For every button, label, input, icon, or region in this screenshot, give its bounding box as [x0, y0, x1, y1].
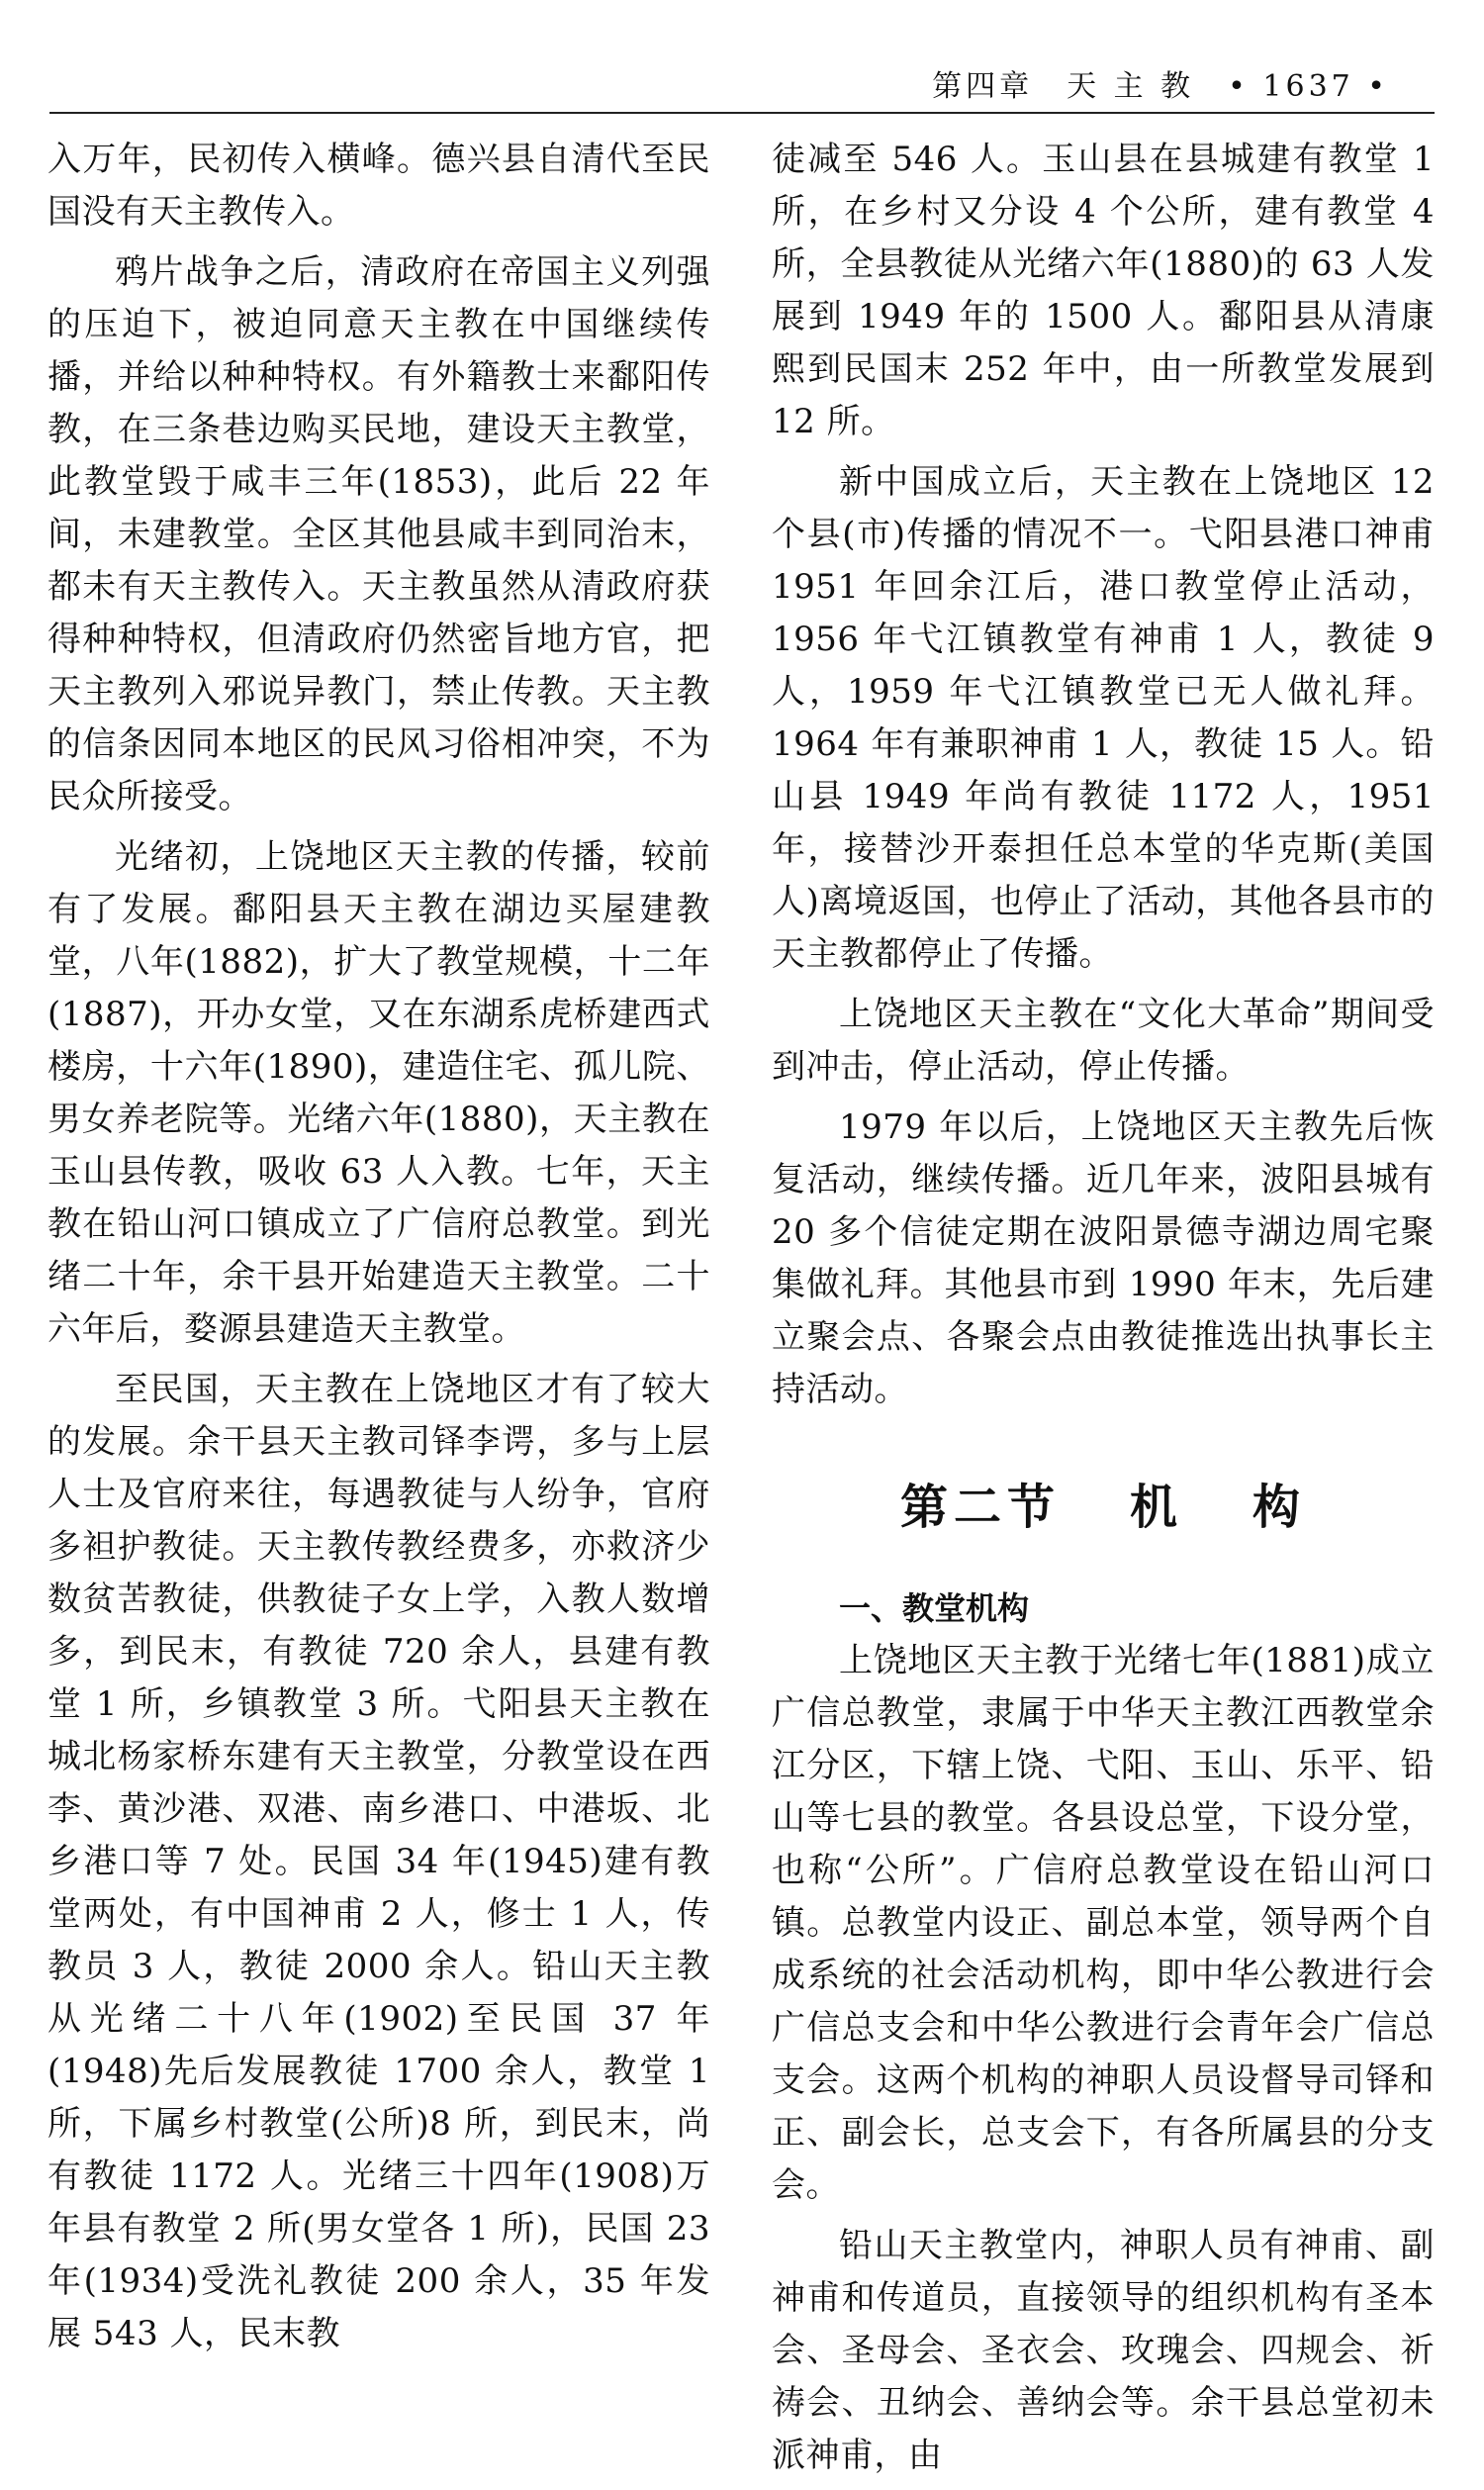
page-header: [0, 0, 1484, 119]
right-column: [772, 134, 1435, 2490]
paragraph: 上饶地区天主教于光绪七年(1881)成立广信总教堂，隶属于中华天主教江西教堂余江分区，下辖上饶、弋阳、玉山、乐平、铅山等七县的教堂。各县设总堂，下设分堂，也称“公所”。广信府总教堂设在铅山河口镇。总教堂内设正、副总本堂，领导两个自成系统的社会活动机构，即中华公教进行会广信总支会和中华公教进行会青年会广信总支会。这两个机构的神职人员设督导司铎和正、副会长，总支会下，有各所属县的分支会。: [772, 1641, 1435, 2205]
paragraph: 1979 年以后，上饶地区天主教先后恢复活动，继续传播。近几年来，波阳县城有 20 多个信徒定期在波阳景德寺湖边周宅聚集做礼拜。其他县市到 1990 年末，先后建立聚会点、各聚会点由教徒推选出执事长主持活动。: [772, 1107, 1435, 1409]
section-number: 第二节: [899, 1480, 1061, 1535]
header-divider: [49, 112, 1435, 114]
section-word-2: 构: [1252, 1480, 1307, 1535]
section-title: [772, 1478, 1435, 1537]
running-title: 第四章 天 主 教 • 1637 •: [932, 69, 1389, 104]
paragraph: 铅山天主教堂内，神职人员有神甫、副神甫和传道员，直接领导的组织机构有圣本会、圣母会、圣衣会、玫瑰会、四规会、祈祷会、丑纳会、善纳会等。余干县总堂初未派神甫，由: [772, 2226, 1435, 2475]
paragraph: 上饶地区天主教在“文化大革命”期间受到冲击，停止活动，停止传播。: [772, 995, 1435, 1087]
paragraph: 新中国成立后，天主教在上饶地区 12 个县(市)传播的情况不一。弋阳县港口神甫 1951 年回余江后，港口教堂停止活动，1956 年弋江镇教堂有神甫 1 人，教徒 9 人，1959 年弋江镇教堂已无人做礼拜。1964 年有兼职神甫 1 人，教徒 15 人。铅山县 1949 年尚有教徒 1172 人，1951 年，接替沙开泰担任总本堂的华克斯(美国人)离境返国，也停止了活动，其他各县市的天主教都停止了传播。: [772, 462, 1435, 974]
paragraph: 入万年，民初传入横峰。德兴县自清代至民国没有天主教传入。: [47, 140, 710, 232]
left-column: [47, 134, 710, 2368]
paragraph: 徒减至 546 人。玉山县在县城建有教堂 1 所，在乡村又分设 4 个公所，建有教堂 4 所，全县教徒从光绪六年(1880)的 63 人发展到 1949 年的 1500 人。鄱阳县从清康熙到民国末 252 年中，由一所教堂发展到 12 所。: [772, 140, 1435, 441]
paragraph: 至民国，天主教在上饶地区才有了较大的发展。余干县天主教司铎李谔，多与上层人士及官府来往，每遇教徒与人纷争，官府多袒护教徒。天主教传教经费多，亦救济少数贫苦教徒，供教徒子女上学，入教人数增多，到民末，有教徒 720 余人，县建有教堂 1 所，乡镇教堂 3 所。弋阳县天主教在城北杨家桥东建有天主教堂，分教堂设在西李、黄沙港、双港、南乡港口、中港坂、北乡港口等 7 处。民国 34 年(1945)建有教堂两处，有中国神甫 2 人，修士 1 人，传教员 3 人，教徒 2000 余人。铅山天主教从光绪二十八年(1902)至民国 37 年(1948)先后发展教徒 1700 余人，教堂 1 所，下属乡村教堂(公所)8 所，到民末，尚有教徒 1172 人。光绪三十四年(1908)万年县有教堂 2 所(男女堂各 1 所)，民国 23 年(1934)受洗礼教徒 200 余人，35 年发展 543 人，民末教: [47, 1370, 710, 2353]
paragraph: 光绪初，上饶地区天主教的传播，较前有了发展。鄱阳县天主教在湖边买屋建教堂，八年(1882)，扩大了教堂规模，十二年(1887)，开办女堂，又在东湖系虎桥建西式楼房，十六年(1890)，建造住宅、孤儿院、男女养老院等。光绪六年(1880)，天主教在玉山县传教，吸收 63 人入教。七年，天主教在铅山河口镇成立了广信府总教堂。到光绪二十年，余干县开始建造天主教堂。二十六年后，婺源县建造天主教堂。: [47, 837, 710, 1349]
paragraph: 鸦片战争之后，清政府在帝国主义列强的压迫下，被迫同意天主教在中国继续传播，并给以种种特权。有外籍教士来鄱阳传教，在三条巷边购买民地，建设天主教堂，此教堂毁于咸丰三年(1853)，此后 22 年间，未建教堂。全区其他县咸丰到同治末，都未有天主教传入。天主教虽然从清政府获得种种特权，但清政府仍然密旨地方官，把天主教列入邪说异教门，禁止传教。天主教的信条因同本地区的民风习俗相冲突，不为民众所接受。: [47, 252, 710, 816]
subsection-heading: 一、教堂机构: [839, 1589, 1030, 1627]
section-word-1: 机: [1129, 1480, 1183, 1535]
